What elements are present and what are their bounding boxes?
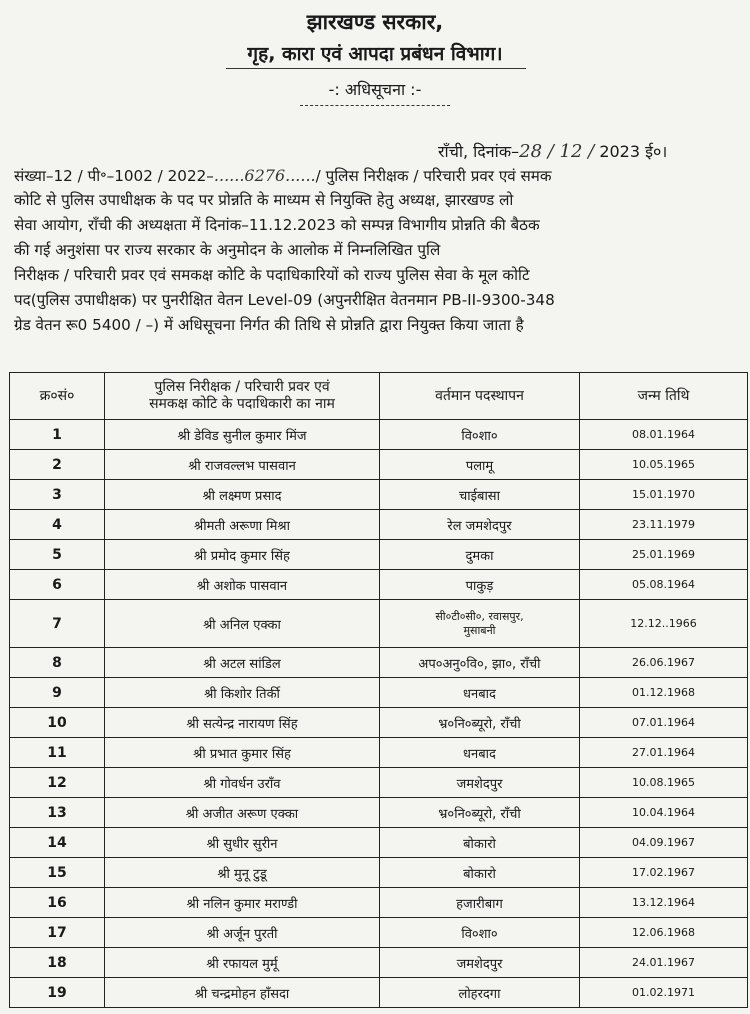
table-row <box>10 450 748 480</box>
name-cell: श्री किशोर तिर्की <box>105 678 380 708</box>
department-underline <box>226 68 526 69</box>
dob-cell: 13.12.1964 <box>580 888 748 918</box>
notification-body <box>14 163 750 338</box>
handwritten-reference-number: ......6276...... <box>213 166 316 185</box>
name-cell: श्री गोवर्धन उराँव <box>105 768 380 798</box>
dob-cell: 04.09.1967 <box>580 828 748 858</box>
dob-cell: 01.12.1968 <box>580 678 748 708</box>
serial-cell: 14 <box>10 828 105 858</box>
body-line: ग्रेड वेतन रू0 5400 / –) में अधिसूचना निर्गत की तिथि से प्रोन्नति द्वारा नियुक्त किया जाता है <box>14 316 524 334</box>
dob-cell: 27.01.1964 <box>580 738 748 768</box>
name-cell: श्री रफायल मुर्मू <box>105 948 380 978</box>
reference-prefix: संख्या–12 / पी॰–1002 / 2022– <box>14 167 214 185</box>
table-row <box>10 828 748 858</box>
posting-cell: बोकारो <box>380 858 580 888</box>
dob-cell: 10.04.1964 <box>580 798 748 828</box>
posting-cell: भ्र०नि०ब्यूरो, राँची <box>380 708 580 738</box>
serial-cell: 3 <box>10 480 105 510</box>
posting-cell <box>380 600 580 648</box>
posting-cell: बोकारो <box>380 828 580 858</box>
dob-cell: 12.12..1966 <box>580 600 748 648</box>
name-cell: श्री चन्द्रमोहन हाँसदा <box>105 978 380 1008</box>
body-line: सेवा आयोग, राँची की अध्यक्षता में दिनांक–11.12.2023 को सम्पन्न विभागीय प्रोन्नति की बैठक <box>14 216 540 234</box>
dob-cell: 26.06.1967 <box>580 648 748 678</box>
body-line: पद(पुलिस उपाधीक्षक) पर पुनरीक्षित वेतन Level-09 (अपुनरीक्षित वेतनमान PB-II-9300-348 <box>14 291 555 309</box>
name-header <box>105 373 380 420</box>
serial-cell: 7 <box>10 600 105 648</box>
table-row <box>10 978 748 1008</box>
dob-cell: 24.01.1967 <box>580 948 748 978</box>
posting-cell: रेल जमशेदपुर <box>380 510 580 540</box>
serial-cell: 13 <box>10 798 105 828</box>
name-cell: श्री अशोक पासवान <box>105 570 380 600</box>
name-header-line2: समकक्ष कोटि के पदाधिकारी का नाम <box>149 396 335 412</box>
serial-cell: 4 <box>10 510 105 540</box>
table-row <box>10 480 748 510</box>
name-cell: श्री अजीत अरूण एक्का <box>105 798 380 828</box>
name-cell: श्रीमती अरूणा मिश्रा <box>105 510 380 540</box>
name-cell: श्री अटल सांडिल <box>105 648 380 678</box>
serial-cell: 11 <box>10 738 105 768</box>
handwritten-date: 28 / 12 / <box>519 141 595 162</box>
promotion-table <box>9 372 748 1008</box>
notification-heading: -: अधिसूचना :- <box>328 80 422 99</box>
posting-cell: जमशेदपुर <box>380 948 580 978</box>
serial-cell: 2 <box>10 450 105 480</box>
name-cell: श्री राजवल्लभ पासवान <box>105 450 380 480</box>
name-cell: श्री डेविड सुनील कुमार मिंज <box>105 420 380 450</box>
table-row <box>10 708 748 738</box>
dob-cell: 25.01.1969 <box>580 540 748 570</box>
posting-cell: चाईबासा <box>380 480 580 510</box>
dob-cell: 07.01.1964 <box>580 708 748 738</box>
dob-cell: 05.08.1964 <box>580 570 748 600</box>
posting-cell: दुमका <box>380 540 580 570</box>
table-row <box>10 768 748 798</box>
dob-cell: 17.02.1967 <box>580 858 748 888</box>
posting-cell: अप०अनु०वि०, झा०, राँची <box>380 648 580 678</box>
body-line: की गई अनुशंसा पर राज्य सरकार के अनुमोदन के आलोक में निम्नलिखित पुलि <box>14 241 441 259</box>
posting-cell: पलामू <box>380 450 580 480</box>
table-row <box>10 420 748 450</box>
posting-cell: हजारीबाग <box>380 888 580 918</box>
dob-cell: 10.08.1965 <box>580 768 748 798</box>
dob-cell: 12.06.1968 <box>580 918 748 948</box>
posting-cell: पाकुड़ <box>380 570 580 600</box>
serial-cell: 18 <box>10 948 105 978</box>
table-row <box>10 648 748 678</box>
serial-cell: 5 <box>10 540 105 570</box>
name-cell: श्री नलिन कुमार मराण्डी <box>105 888 380 918</box>
serial-cell: 17 <box>10 918 105 948</box>
name-cell: श्री प्रमोद कुमार सिंह <box>105 540 380 570</box>
dob-cell: 23.11.1979 <box>580 510 748 540</box>
table-row <box>10 888 748 918</box>
name-cell: श्री मुनू टुडू <box>105 858 380 888</box>
posting-cell: धनबाद <box>380 678 580 708</box>
serial-cell: 10 <box>10 708 105 738</box>
table-row <box>10 948 748 978</box>
serial-cell: 19 <box>10 978 105 1008</box>
posting-line1: सी०टी०सी०, रवासपुर, <box>435 609 524 623</box>
name-cell: श्री प्रभात कुमार सिंह <box>105 738 380 768</box>
table-row <box>10 600 748 648</box>
name-cell: श्री सुधीर सुरीन <box>105 828 380 858</box>
table-row <box>10 570 748 600</box>
serial-cell: 16 <box>10 888 105 918</box>
dateline-year: 2023 ई०। <box>594 142 668 161</box>
dateline-prefix: राँची, दिनांक– <box>438 142 520 161</box>
serial-cell: 6 <box>10 570 105 600</box>
posting-cell: लोहरदगा <box>380 978 580 1008</box>
table-row <box>10 738 748 768</box>
serial-cell: 1 <box>10 420 105 450</box>
table-row <box>10 678 748 708</box>
table-row <box>10 510 748 540</box>
table-row <box>10 858 748 888</box>
dob-cell: 10.05.1965 <box>580 450 748 480</box>
name-cell: श्री अनिल एक्का <box>105 600 380 648</box>
posting-line2: मुसाबनी <box>463 623 496 637</box>
table-row <box>10 798 748 828</box>
posting-cell: वि०शा० <box>380 420 580 450</box>
serial-cell: 15 <box>10 858 105 888</box>
government-title: झारखण्ड सरकार, <box>306 10 444 34</box>
posting-header: वर्तमान पदस्थापन <box>380 373 580 420</box>
name-cell: श्री अर्जून पुरती <box>105 918 380 948</box>
serial-cell: 8 <box>10 648 105 678</box>
body-line: कोटि से पुलिस उपाधीक्षक के पद पर प्रोन्नति के माध्यम से नियुक्ति हेतु अध्यक्ष, झारखण्ड लो <box>14 191 514 209</box>
dob-header: जन्म तिथि <box>580 373 748 420</box>
dob-cell: 08.01.1964 <box>580 420 748 450</box>
name-header-line1: पुलिस निरीक्षक / परिचारी प्रवर एवं <box>154 379 330 395</box>
notification-underline <box>300 105 450 106</box>
body-line: निरीक्षक / परिचारी प्रवर एवं समकक्ष कोटि के पदाधिकारियों को राज्य पुलिस सेवा के मूल कोटि <box>14 266 530 284</box>
table-row <box>10 918 748 948</box>
dob-cell: 01.02.1971 <box>580 978 748 1008</box>
dateline <box>438 140 667 162</box>
serial-cell: 9 <box>10 678 105 708</box>
posting-cell: वि०शा० <box>380 918 580 948</box>
name-cell: श्री सत्येन्द्र नारायण सिंह <box>105 708 380 738</box>
table-header-row <box>10 373 748 420</box>
dob-cell: 15.01.1970 <box>580 480 748 510</box>
serial-cell: 12 <box>10 768 105 798</box>
posting-cell: भ्र०नि०ब्यूरो, राँची <box>380 798 580 828</box>
department-title: गृह, कारा एवं आपदा प्रबंधन विभाग। <box>247 43 503 65</box>
posting-cell: जमशेदपुर <box>380 768 580 798</box>
serial-header: क्र०सं० <box>10 373 105 420</box>
table-row <box>10 540 748 570</box>
posting-cell: धनबाद <box>380 738 580 768</box>
name-cell: श्री लक्ष्मण प्रसाद <box>105 480 380 510</box>
reference-line <box>14 163 750 188</box>
reference-suffix: / पुलिस निरीक्षक / परिचारी प्रवर एवं समक <box>315 167 552 185</box>
